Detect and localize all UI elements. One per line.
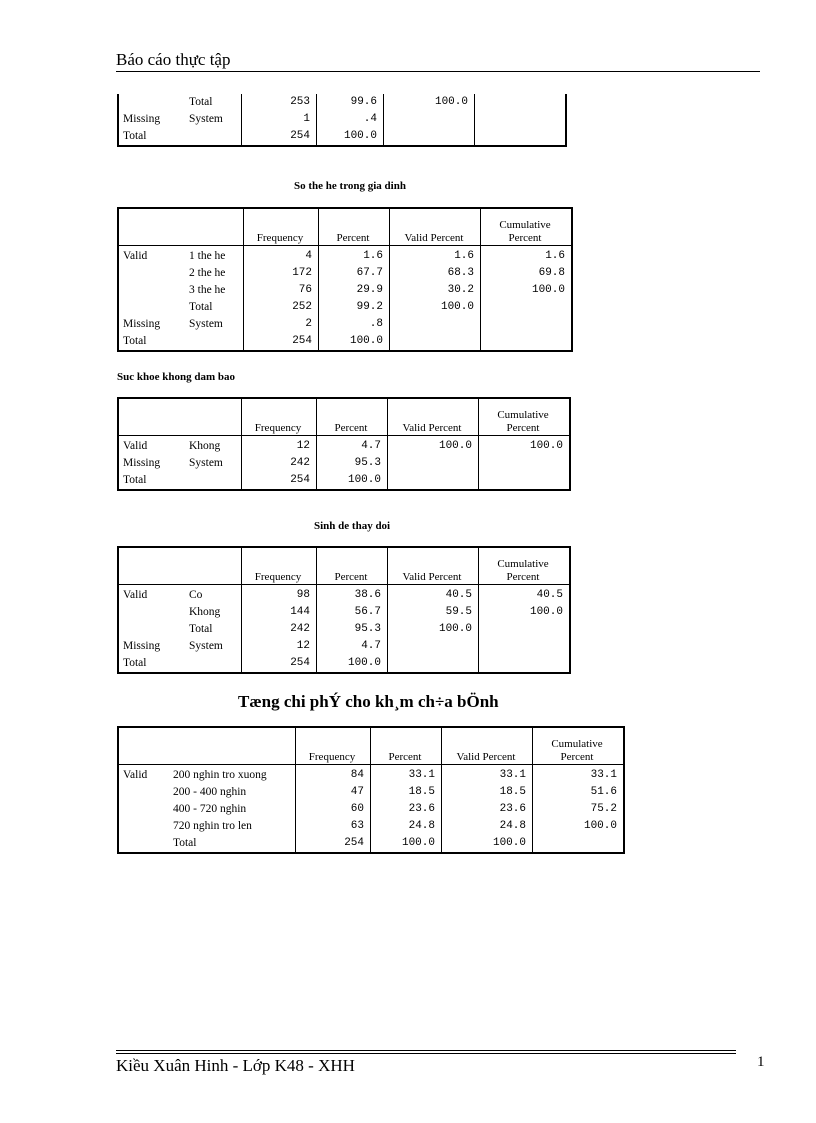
table-caption: So the he trong gia dinh — [294, 180, 406, 192]
table-row: Total 254 100.0 — [118, 128, 566, 146]
table-row: 3 the he 76 29.9 30.2 100.0 — [118, 282, 572, 299]
column-header: Cumulative Percent — [481, 208, 573, 246]
column-header: Frequency — [296, 727, 371, 765]
column-header: Percent — [319, 208, 390, 246]
table-cost — [117, 726, 625, 854]
column-header: Frequency — [244, 208, 319, 246]
table-caption: Tæng chi phÝ cho kh¸m ch÷a bÖnh — [238, 692, 499, 711]
table-row: Missing System 1 .4 — [118, 111, 566, 128]
table-births — [117, 546, 571, 674]
table-caption: Suc khoe khong dam bao — [117, 371, 235, 383]
table-row: Total 252 99.2 100.0 — [118, 299, 572, 316]
table-header-row — [118, 398, 570, 436]
table-caption: Sinh de thay doi — [314, 520, 391, 532]
table-row: Total 254 100.0 — [118, 472, 570, 490]
table-row: Khong 144 56.7 59.5 100.0 — [118, 604, 570, 621]
table-generations — [117, 207, 573, 352]
table-header-row — [118, 727, 624, 765]
table-row: Missing System 242 95.3 — [118, 455, 570, 472]
column-header: Valid Percent — [442, 727, 533, 765]
table-row: Total 254 100.0 100.0 — [118, 835, 624, 853]
table-row: Total 254 100.0 — [118, 655, 570, 673]
table-header-row — [118, 547, 570, 585]
column-header: Percent — [317, 547, 388, 585]
table-row: 720 nghin tro len 63 24.8 24.8 100.0 — [118, 818, 624, 835]
column-header: Cumulative Percent — [479, 547, 571, 585]
column-header: Valid Percent — [390, 208, 481, 246]
table-row: Valid 1 the he 4 1.6 1.6 1.6 — [118, 246, 572, 266]
column-header: Frequency — [242, 547, 317, 585]
table-row: 2 the he 172 67.7 68.3 69.8 — [118, 265, 572, 282]
column-header: Valid Percent — [388, 398, 479, 436]
table-row: Valid Co 98 38.6 40.5 40.5 — [118, 585, 570, 605]
footer-author: Kiều Xuân Hinh - Lớp K48 - XHH — [116, 1056, 355, 1075]
table-partial — [117, 94, 567, 147]
table-row: Total 254 100.0 — [118, 333, 572, 351]
table-health — [117, 397, 571, 491]
footer-rule — [116, 1053, 736, 1054]
header-rule — [116, 71, 760, 72]
table-row: Valid Khong 12 4.7 100.0 100.0 — [118, 436, 570, 456]
table-row: 400 - 720 nghin 60 23.6 23.6 75.2 — [118, 801, 624, 818]
page-header-title: Báo cáo thực tập — [116, 50, 231, 69]
table-row: 200 - 400 nghin 47 18.5 18.5 51.6 — [118, 784, 624, 801]
column-header: Percent — [317, 398, 388, 436]
column-header: Percent — [371, 727, 442, 765]
table-row: Valid 200 nghin tro xuong 84 33.1 33.1 33.1 — [118, 765, 624, 785]
page-number: 1 — [757, 1054, 765, 1070]
table-row: Total 242 95.3 100.0 — [118, 621, 570, 638]
column-header: Frequency — [242, 398, 317, 436]
column-header: Cumulative Percent — [479, 398, 571, 436]
column-header: Valid Percent — [388, 547, 479, 585]
footer-rule — [116, 1050, 736, 1051]
table-header-row — [118, 208, 572, 246]
table-row: Missing System 2 .8 — [118, 316, 572, 333]
table-row: Missing System 12 4.7 — [118, 638, 570, 655]
column-header: Cumulative Percent — [533, 727, 625, 765]
table-row: Total 253 99.6 100.0 — [118, 94, 566, 111]
